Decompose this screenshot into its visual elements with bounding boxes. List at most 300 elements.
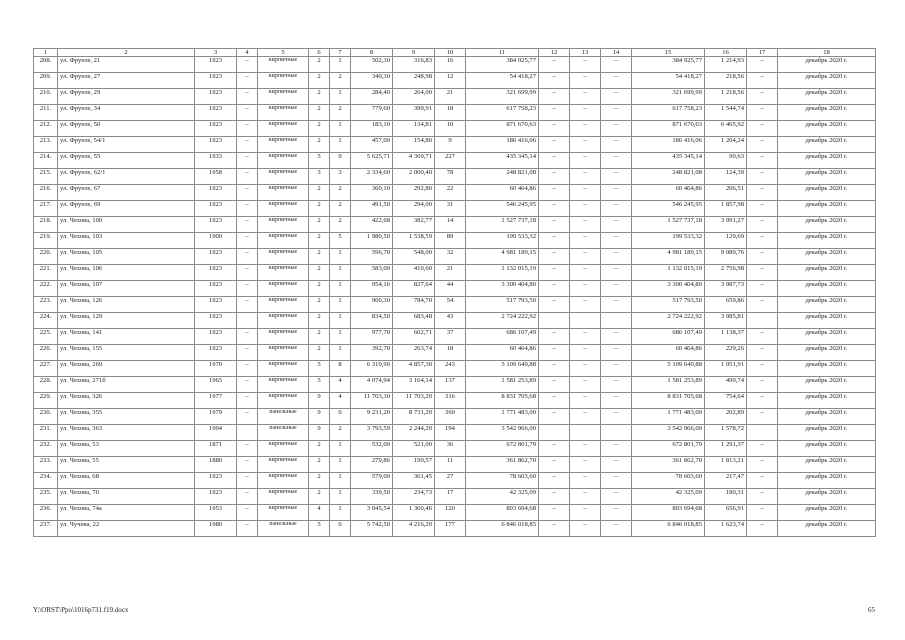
col-total-area: 1 980,50 <box>351 233 393 249</box>
col-total-cost: 60 464,86 <box>466 345 539 361</box>
col-fund-cost: – <box>539 473 570 489</box>
col-address: ул. Фрунзе, 27 <box>58 73 195 89</box>
col-local-cost: – <box>601 89 632 105</box>
col-local-cost: – <box>601 329 632 345</box>
col-floors: 5 <box>309 361 330 377</box>
col-total-cost: 1 527 737,18 <box>466 217 539 233</box>
col-total-area: 339,50 <box>351 489 393 505</box>
col-wall-material: кирпичные <box>258 473 309 489</box>
col-completion-date: декабрь 2020 г. <box>778 57 876 73</box>
col-local-cost: – <box>601 521 632 537</box>
col-local-cost: – <box>601 233 632 249</box>
col-other <box>747 313 778 329</box>
col-living-area: 1 538,59 <box>393 233 435 249</box>
col-local-cost: – <box>601 153 632 169</box>
col-living-area: 294,00 <box>393 201 435 217</box>
col-entrances: 1 <box>330 313 351 329</box>
table-row <box>34 313 876 329</box>
col-total-cost: 361 862,70 <box>466 457 539 473</box>
col-regional-cost: – <box>570 409 601 425</box>
col-local-cost: – <box>601 217 632 233</box>
header-cell-col-floors: 6 <box>309 49 330 57</box>
col-local-cost: – <box>601 57 632 73</box>
col-local-cost: – <box>601 489 632 505</box>
col-other: – <box>747 393 778 409</box>
col-year-renovated: – <box>237 217 258 233</box>
col-floors: 2 <box>309 73 330 89</box>
col-completion-date: декабрь 2020 г. <box>778 297 876 313</box>
col-owners-cost: 60 464,86 <box>632 185 705 201</box>
col-wall-material: кирпичные <box>258 393 309 409</box>
col-entrances: 2 <box>330 217 351 233</box>
col-completion-date: декабрь 2020 г. <box>778 89 876 105</box>
col-floors: 2 <box>309 249 330 265</box>
col-fund-cost: – <box>539 57 570 73</box>
col-completion-date: декабрь 2020 г. <box>778 185 876 201</box>
col-other: – <box>747 457 778 473</box>
col-floors: 2 <box>309 441 330 457</box>
col-owners-cost: 8 831 705,68 <box>632 393 705 409</box>
col-year-renovated: – <box>237 377 258 393</box>
col-residents: 21 <box>435 89 466 105</box>
col-year-built: 1923 <box>195 73 237 89</box>
col-number: 224. <box>34 313 58 329</box>
table-row <box>34 249 876 265</box>
col-floors: 2 <box>309 89 330 105</box>
col-owners-cost: 361 862,70 <box>632 457 705 473</box>
col-cost-per-sqm: 180,31 <box>705 489 747 505</box>
col-regional-cost: – <box>570 473 601 489</box>
col-owners-cost: 517 793,50 <box>632 297 705 313</box>
table-row <box>34 265 876 281</box>
col-cost-per-sqm: 229,26 <box>705 345 747 361</box>
col-regional-cost: – <box>570 441 601 457</box>
col-living-area: 4 857,30 <box>393 361 435 377</box>
col-entrances: 1 <box>330 281 351 297</box>
col-year-renovated <box>237 313 258 329</box>
table-row <box>34 521 876 537</box>
col-floors: 5 <box>309 377 330 393</box>
col-cost-per-sqm: 3 991,27 <box>705 217 747 233</box>
col-total-cost: 1 771 483,00 <box>466 409 539 425</box>
col-entrances: 4 <box>330 377 351 393</box>
col-cost-per-sqm: 1 291,37 <box>705 441 747 457</box>
col-residents: 17 <box>435 489 466 505</box>
col-residents: 14 <box>435 217 466 233</box>
col-year-built: 1923 <box>195 249 237 265</box>
col-regional-cost: – <box>570 297 601 313</box>
col-address: ул. Чехова, 106 <box>58 265 195 281</box>
col-completion-date: декабрь 2020 г. <box>778 361 876 377</box>
col-total-cost: 5 109 640,88 <box>466 361 539 377</box>
col-cost-per-sqm: 2 756,98 <box>705 265 747 281</box>
col-entrances: 1 <box>330 265 351 281</box>
col-fund-cost: – <box>539 185 570 201</box>
col-residents: 54 <box>435 297 466 313</box>
col-local-cost: – <box>601 185 632 201</box>
col-cost-per-sqm: 1 544,74 <box>705 105 747 121</box>
col-other: – <box>747 121 778 137</box>
col-address: ул. Фрунзе, 29 <box>58 89 195 105</box>
col-address: ул. Чехова, 105 <box>58 249 195 265</box>
col-year-built: 1923 <box>195 201 237 217</box>
col-residents: 360 <box>435 409 466 425</box>
table-row <box>34 473 876 489</box>
col-cost-per-sqm: 656,91 <box>705 505 747 521</box>
col-living-area: 827,64 <box>393 281 435 297</box>
col-total-area: 392,70 <box>351 345 393 361</box>
col-owners-cost: 321 699,99 <box>632 89 705 105</box>
col-fund-cost: – <box>539 457 570 473</box>
col-completion-date: декабрь 2020 г. <box>778 425 876 441</box>
col-local-cost: – <box>601 169 632 185</box>
col-fund-cost: – <box>539 217 570 233</box>
col-address: ул. Фрунзе, 54/1 <box>58 137 195 153</box>
col-living-area: 382,77 <box>393 217 435 233</box>
col-owners-cost: 871 670,63 <box>632 121 705 137</box>
col-year-built: 1923 <box>195 217 237 233</box>
col-living-area: 521,00 <box>393 441 435 457</box>
col-number: 209. <box>34 73 58 89</box>
col-total-area: 977,70 <box>351 329 393 345</box>
col-local-cost: – <box>601 361 632 377</box>
col-completion-date: декабрь 2020 г. <box>778 265 876 281</box>
col-owners-cost: 5 109 640,88 <box>632 361 705 377</box>
col-local-cost: – <box>601 409 632 425</box>
col-local-cost: – <box>601 265 632 281</box>
col-owners-cost: 78 603,60 <box>632 473 705 489</box>
footer-file-path: Y:\ORST\Ppo\1016p731.f19.docx <box>33 606 129 614</box>
col-floors: 2 <box>309 345 330 361</box>
col-year-renovated: – <box>237 521 258 537</box>
col-wall-material: кирпичные <box>258 297 309 313</box>
col-total-area: 502,30 <box>351 57 393 73</box>
col-residents: 27 <box>435 473 466 489</box>
col-living-area: 248,98 <box>393 73 435 89</box>
col-wall-material: кирпичные <box>258 329 309 345</box>
col-total-cost: 42 325,09 <box>466 489 539 505</box>
col-wall-material: кирпичные <box>258 249 309 265</box>
col-completion-date: декабрь 2020 г. <box>778 473 876 489</box>
col-local-cost: – <box>601 297 632 313</box>
col-total-cost: 248 821,08 <box>466 169 539 185</box>
col-living-area: 602,71 <box>393 329 435 345</box>
col-year-built: 1900 <box>195 233 237 249</box>
col-fund-cost: – <box>539 297 570 313</box>
col-living-area: 2 244,20 <box>393 425 435 441</box>
col-owners-cost: 546 245,95 <box>632 201 705 217</box>
col-cost-per-sqm: 124,39 <box>705 169 747 185</box>
table-row <box>34 393 876 409</box>
col-wall-material: кирпичные <box>258 489 309 505</box>
col-address: ул. Чехова, 141 <box>58 329 195 345</box>
col-regional-cost: – <box>570 57 601 73</box>
col-number: 223. <box>34 297 58 313</box>
col-living-area: 263,74 <box>393 345 435 361</box>
col-year-renovated: – <box>237 329 258 345</box>
col-other: – <box>747 473 778 489</box>
col-address: ул. Фрунзе, 69 <box>58 201 195 217</box>
col-total-cost: 60 464,86 <box>466 185 539 201</box>
col-total-area: 11 703,30 <box>351 393 393 409</box>
col-residents: 137 <box>435 377 466 393</box>
col-wall-material: кирпичные <box>258 345 309 361</box>
col-year-renovated: – <box>237 489 258 505</box>
col-floors: 3 <box>309 169 330 185</box>
col-owners-cost: 3 542 966,00 <box>632 425 705 441</box>
col-living-area: 2 000,40 <box>393 169 435 185</box>
col-address: ул. Фрунзе, 50 <box>58 121 195 137</box>
col-residents: 243 <box>435 361 466 377</box>
col-regional-cost: – <box>570 521 601 537</box>
col-year-built: 1923 <box>195 281 237 297</box>
col-address: ул. Фрунзе, 21 <box>58 57 195 73</box>
col-number: 227. <box>34 361 58 377</box>
col-floors: 2 <box>309 201 330 217</box>
table-row <box>34 137 876 153</box>
col-owners-cost: 672 801,79 <box>632 441 705 457</box>
col-cost-per-sqm: 99,63 <box>705 153 747 169</box>
col-wall-material: кирпичные <box>258 361 309 377</box>
table-row <box>34 121 876 137</box>
data-table <box>33 48 876 537</box>
col-total-area: 3 793,59 <box>351 425 393 441</box>
col-total-cost: 186 416,06 <box>466 137 539 153</box>
col-year-built: 1958 <box>195 169 237 185</box>
col-regional-cost: – <box>570 201 601 217</box>
col-wall-material: кирпичные <box>258 281 309 297</box>
col-completion-date: декабрь 2020 г. <box>778 201 876 217</box>
col-fund-cost: – <box>539 505 570 521</box>
col-number: 208. <box>34 57 58 73</box>
table-row <box>34 377 876 393</box>
col-other: – <box>747 345 778 361</box>
col-entrances: 1 <box>330 505 351 521</box>
col-cost-per-sqm: 1 138,37 <box>705 329 747 345</box>
col-fund-cost: – <box>539 169 570 185</box>
col-regional-cost: – <box>570 393 601 409</box>
col-year-built: 1923 <box>195 489 237 505</box>
col-regional-cost: – <box>570 185 601 201</box>
col-other: – <box>747 233 778 249</box>
col-other: – <box>747 153 778 169</box>
col-number: 219. <box>34 233 58 249</box>
col-year-renovated: – <box>237 185 258 201</box>
col-cost-per-sqm: 754,64 <box>705 393 747 409</box>
col-other: – <box>747 169 778 185</box>
table-row <box>34 505 876 521</box>
col-year-built: 1979 <box>195 409 237 425</box>
col-total-cost: 1 581 253,89 <box>466 377 539 393</box>
col-residents: 21 <box>435 265 466 281</box>
col-other: – <box>747 73 778 89</box>
col-other: – <box>747 89 778 105</box>
col-floors: 5 <box>309 521 330 537</box>
header-cell-col-residents: 10 <box>435 49 466 57</box>
col-total-area: 579,00 <box>351 473 393 489</box>
col-number: 215. <box>34 169 58 185</box>
col-total-area: 596,70 <box>351 249 393 265</box>
col-year-built: 1923 <box>195 137 237 153</box>
table-row <box>34 73 876 89</box>
col-wall-material: панельные <box>258 521 309 537</box>
col-year-built: 1923 <box>195 329 237 345</box>
col-address: ул. Чехова, 100 <box>58 217 195 233</box>
header-cell-col-address: 2 <box>58 49 195 57</box>
col-year-renovated: – <box>237 137 258 153</box>
col-local-cost <box>601 425 632 441</box>
col-year-renovated: – <box>237 393 258 409</box>
col-total-cost: 871 670,63 <box>466 121 539 137</box>
col-total-cost: 893 694,68 <box>466 505 539 521</box>
col-cost-per-sqm: 218,56 <box>705 73 747 89</box>
col-living-area: 410,60 <box>393 265 435 281</box>
col-entrances: 4 <box>330 393 351 409</box>
col-fund-cost: – <box>539 329 570 345</box>
col-total-area: 422,68 <box>351 217 393 233</box>
col-fund-cost: – <box>539 345 570 361</box>
col-local-cost: – <box>601 121 632 137</box>
col-floors: 2 <box>309 457 330 473</box>
col-address: ул. Чехова, 126 <box>58 297 195 313</box>
col-year-built: 1965 <box>195 377 237 393</box>
col-year-renovated: – <box>237 505 258 521</box>
col-fund-cost: – <box>539 377 570 393</box>
col-cost-per-sqm: 499,74 <box>705 377 747 393</box>
col-total-area: 5 742,50 <box>351 521 393 537</box>
table-row <box>34 361 876 377</box>
col-other: – <box>747 281 778 297</box>
col-other: – <box>747 201 778 217</box>
col-regional-cost <box>570 425 601 441</box>
col-owners-cost: 1 771 483,00 <box>632 409 705 425</box>
col-address: ул. Чехова, 53 <box>58 441 195 457</box>
col-residents: 12 <box>435 73 466 89</box>
col-other <box>747 425 778 441</box>
col-fund-cost: – <box>539 105 570 121</box>
col-total-cost: 517 793,50 <box>466 297 539 313</box>
table-row <box>34 297 876 313</box>
header-cell-col-other: 17 <box>747 49 778 57</box>
header-cell-col-total-area: 8 <box>351 49 393 57</box>
col-number: 221. <box>34 265 58 281</box>
col-floors: 5 <box>309 153 330 169</box>
col-number: 233. <box>34 457 58 473</box>
col-residents: 43 <box>435 313 466 329</box>
col-other: – <box>747 329 778 345</box>
col-residents: 89 <box>435 233 466 249</box>
col-total-cost: 617 758,23 <box>466 105 539 121</box>
col-year-built: 1923 <box>195 89 237 105</box>
table-row <box>34 457 876 473</box>
col-wall-material: кирпичные <box>258 105 309 121</box>
col-regional-cost: – <box>570 73 601 89</box>
col-number: 237. <box>34 521 58 537</box>
col-year-renovated: – <box>237 201 258 217</box>
col-residents: 18 <box>435 345 466 361</box>
col-owners-cost: 54 418,27 <box>632 73 705 89</box>
col-entrances: 2 <box>330 425 351 441</box>
col-number: 222. <box>34 281 58 297</box>
col-local-cost <box>601 313 632 329</box>
col-total-area: 3 045,54 <box>351 505 393 521</box>
col-total-cost: 321 699,99 <box>466 89 539 105</box>
col-number: 211. <box>34 105 58 121</box>
table-row <box>34 345 876 361</box>
col-total-area: 284,40 <box>351 89 393 105</box>
col-fund-cost: – <box>539 249 570 265</box>
col-regional-cost: – <box>570 489 601 505</box>
col-local-cost: – <box>601 473 632 489</box>
col-owners-cost: 1 527 737,18 <box>632 217 705 233</box>
col-regional-cost: – <box>570 105 601 121</box>
col-residents: 11 <box>435 457 466 473</box>
col-fund-cost: – <box>539 409 570 425</box>
col-floors: 2 <box>309 217 330 233</box>
col-number: 231. <box>34 425 58 441</box>
col-total-area: 5 625,71 <box>351 153 393 169</box>
col-year-built: 1923 <box>195 185 237 201</box>
col-entrances: 1 <box>330 297 351 313</box>
col-residents: 36 <box>435 441 466 457</box>
col-regional-cost: – <box>570 137 601 153</box>
col-year-built: 1871 <box>195 441 237 457</box>
header-cell-col-local-cost: 14 <box>601 49 632 57</box>
col-address: ул. Чехова, 129 <box>58 313 195 329</box>
col-year-built: 1980 <box>195 521 237 537</box>
col-owners-cost: 1 581 253,89 <box>632 377 705 393</box>
col-residents: 78 <box>435 169 466 185</box>
col-year-renovated: – <box>237 233 258 249</box>
table-row <box>34 89 876 105</box>
col-total-area: 532,00 <box>351 441 393 457</box>
col-other: – <box>747 137 778 153</box>
col-number: 220. <box>34 249 58 265</box>
col-local-cost: – <box>601 281 632 297</box>
header-cell-col-wall-material: 5 <box>258 49 309 57</box>
col-owners-cost: 186 416,06 <box>632 137 705 153</box>
col-year-built: 1923 <box>195 473 237 489</box>
col-wall-material: панельные <box>258 409 309 425</box>
col-residents: 177 <box>435 521 466 537</box>
col-cost-per-sqm: 3 985,81 <box>705 313 747 329</box>
col-owners-cost: 384 925,77 <box>632 57 705 73</box>
col-floors: 2 <box>309 297 330 313</box>
col-floors: 2 <box>309 233 330 249</box>
col-number: 213. <box>34 137 58 153</box>
table-row <box>34 281 876 297</box>
col-number: 230. <box>34 409 58 425</box>
col-fund-cost: – <box>539 201 570 217</box>
col-year-renovated: – <box>237 89 258 105</box>
col-regional-cost: – <box>570 329 601 345</box>
col-wall-material: панельные <box>258 425 309 441</box>
col-total-area: 183,10 <box>351 121 393 137</box>
col-total-cost: 435 345,14 <box>466 153 539 169</box>
col-entrances: 2 <box>330 201 351 217</box>
col-cost-per-sqm: 1 578,72 <box>705 425 747 441</box>
col-total-cost: 6 846 018,85 <box>466 521 539 537</box>
col-total-area: 491,50 <box>351 201 393 217</box>
col-other: – <box>747 361 778 377</box>
col-regional-cost: – <box>570 265 601 281</box>
col-cost-per-sqm: 206,51 <box>705 185 747 201</box>
col-floors: 2 <box>309 121 330 137</box>
col-wall-material: кирпичные <box>258 137 309 153</box>
col-address: ул. Чехова, 326 <box>58 393 195 409</box>
col-other: – <box>747 505 778 521</box>
col-year-built: 1970 <box>195 361 237 377</box>
